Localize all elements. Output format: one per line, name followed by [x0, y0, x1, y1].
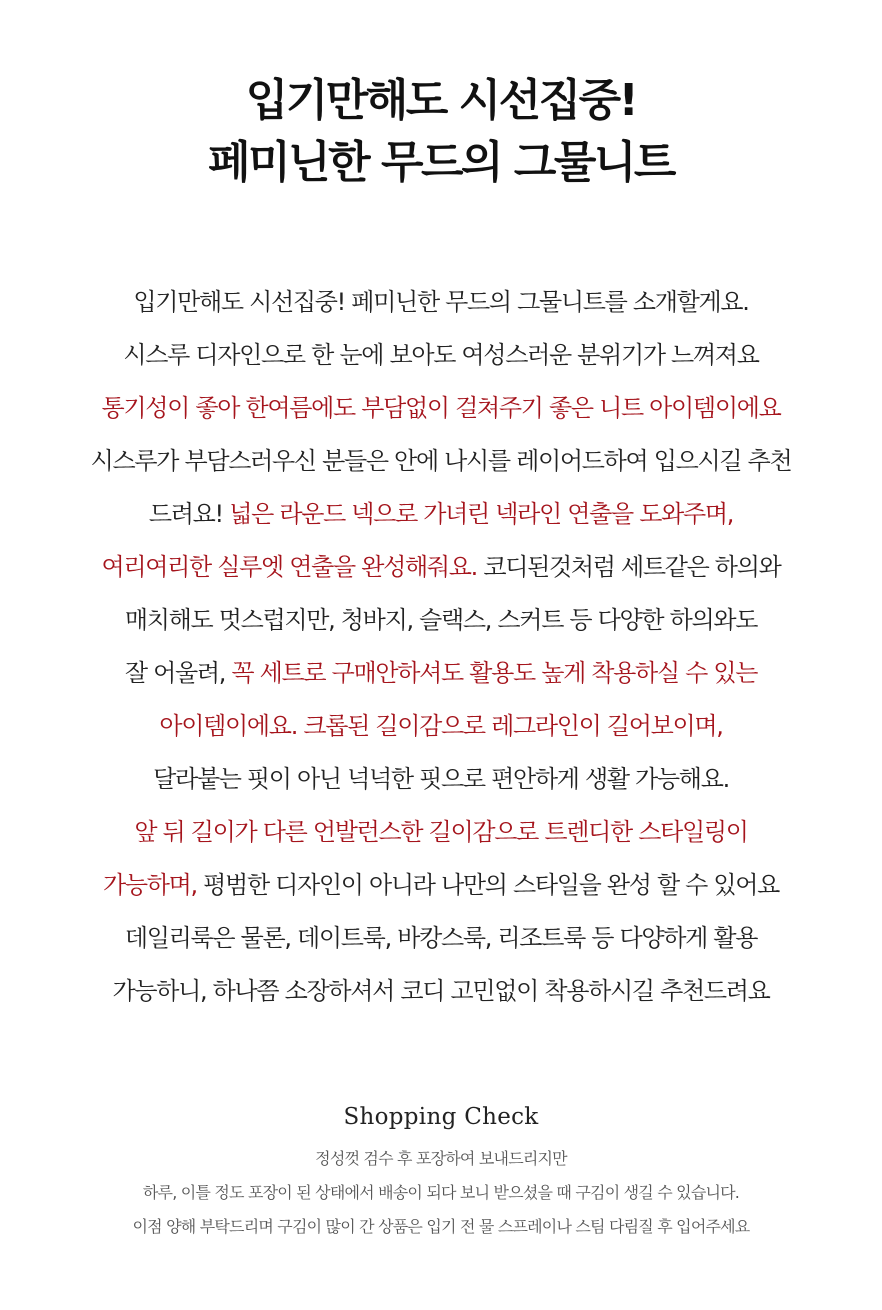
description-highlight: 꼭 세트로 구매안하셔도 활용도 높게 착용하실 수 있는: [231, 659, 758, 687]
description-line: [0, 647, 882, 700]
description-line: [0, 488, 882, 541]
headline: [0, 70, 882, 194]
description-line-highlight: 통기성이 좋아 한여름에도 부담없이 걸쳐주기 좋은 니트 아이템이에요: [101, 394, 781, 422]
description-highlight: 여리여리한 실루엣 연출을 완성해줘요.: [101, 553, 477, 581]
shopping-check-title: Shopping Check: [343, 1104, 539, 1130]
description-line: 매치해도 멋스럽지만, 청바지, 슬랙스, 스커트 등 다양한 하의와도: [124, 606, 758, 634]
description-highlight: 가능하며,: [102, 871, 197, 899]
shopping-check-section: [0, 1100, 882, 1244]
description-line-highlight: 앞 뒤 길이가 다른 언발런스한 길이감으로 트렌디한 스타일링이: [134, 818, 748, 846]
shopping-check-note: 이점 양해 부탁드리며 구김이 많이 간 상품은 입기 전 물 스프레이나 스팀 다림질 후 입어주세요: [132, 1217, 750, 1236]
description-line: [0, 541, 882, 594]
description-line: 입기만해도 시선집중! 페미닌한 무드의 그물니트를 소개할게요.: [133, 288, 749, 316]
shopping-check-note: 정성껏 검수 후 포장하여 보내드리지만: [315, 1149, 567, 1168]
shopping-check-note: 하루, 이틀 정도 포장이 된 상태에서 배송이 되다 보니 받으셨을 때 구김이 생길 수 있습니다.: [142, 1183, 740, 1202]
product-description: [0, 276, 882, 1018]
description-line: 달라붙는 핏이 아닌 넉넉한 핏으로 편안하게 생활 가능해요.: [153, 765, 729, 793]
description-line: 가능하니, 하나쯤 소장하셔서 코디 고민없이 착용하시길 추천드려요: [112, 977, 770, 1005]
description-line: 데일리룩은 물론, 데이트룩, 바캉스룩, 리조트룩 등 다양하게 활용: [124, 924, 758, 952]
description-line: 시스루가 부담스러우신 분들은 안에 나시를 레이어드하여 입으시길 추천: [90, 447, 792, 475]
headline-line-1: 입기만해도 시선집중!: [245, 75, 637, 126]
description-text: 코디된것처럼 세트같은 하의와: [476, 553, 781, 581]
description-line: [0, 859, 882, 912]
description-line: 시스루 디자인으로 한 눈에 보아도 여성스러운 분위기가 느껴져요: [123, 341, 759, 369]
description-text: 드려요!: [148, 500, 230, 528]
description-text: 잘 어울려,: [124, 659, 232, 687]
description-highlight: 넓은 라운드 넥으로 가녀린 넥라인 연출을 도와주며,: [229, 500, 734, 528]
headline-line-2: 페미닌한 무드의 그물니트: [208, 137, 674, 188]
description-line-highlight: 아이템이에요. 크롭된 길이감으로 레그라인이 길어보이며,: [159, 712, 723, 740]
description-text: 평범한 디자인이 아니라 나만의 스타일을 완성 할 수 있어요: [196, 871, 780, 899]
